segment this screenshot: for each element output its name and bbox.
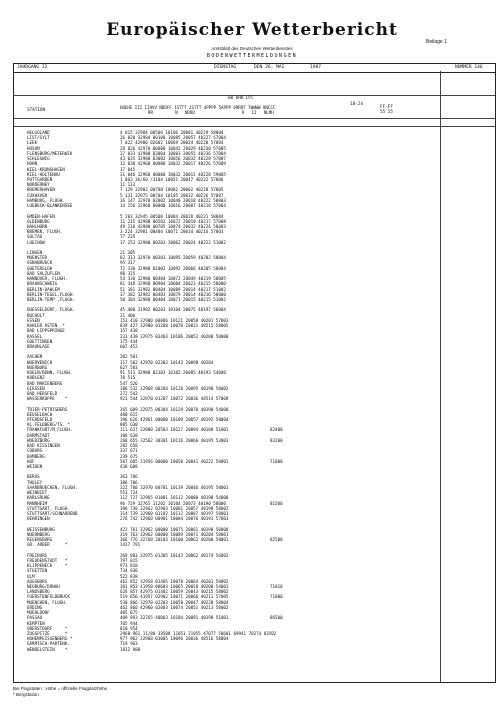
- station-data: 72 330 32980 01002 10092 20066 40205 58004: [120, 265, 226, 271]
- station-name: ULM: [27, 573, 35, 579]
- station-list: [27, 130, 487, 652]
- station-data: 265 609 32975 00304 10129 20070 40190 54000: [120, 406, 229, 412]
- station-name: BRAUNSCHWEIG: [27, 281, 58, 287]
- station-name: KLIPPENECK *: [27, 563, 68, 569]
- station-data: 405 875: [120, 610, 138, 616]
- station-name: ZUGSPITZE *: [27, 631, 68, 636]
- station-data: 1437 791: [120, 542, 141, 548]
- station-column-header: STATION: [27, 108, 46, 113]
- station-data: 77 235: [120, 234, 136, 240]
- station-name: DUESSELDORF, FLUGH.: [27, 307, 75, 313]
- station-data: 2960 961 11/80 33508 11051 21055 47077 58601 69941 70274 83502: [120, 631, 277, 636]
- station-name: HANNOVER, FLUGH.: [27, 276, 68, 282]
- station-name: KOELN/BONN, FLUGH.: [27, 370, 73, 376]
- station-name: SCHLESWIG: [27, 156, 50, 162]
- station-data: 805 630: [120, 422, 138, 428]
- station-data: 396 626 42961 00000 10109 20057 40192 58004: [120, 417, 229, 423]
- station-data: 734 836: [120, 568, 138, 574]
- station-data: 31 046 32960 00000 10032 20011 40228 59005: [120, 171, 226, 177]
- station-data: 12 038 42960 00000 10032 20017 40226 57009: [120, 161, 226, 167]
- station-name: OEHRINGEN: [27, 516, 50, 522]
- station-data: 337 671: [120, 448, 138, 454]
- station-name: MUENCHEN, FLUGH.: [27, 599, 68, 605]
- station-data: 202 501: [120, 354, 138, 360]
- station-name: FUERSTENFELDBRUCK: [27, 594, 70, 600]
- station-data: 627 503: [120, 364, 138, 370]
- station-data: 175 444: [120, 338, 138, 344]
- station-extra: 82500: [270, 537, 283, 543]
- station-name: EMDEN-HAFEN: [27, 213, 55, 219]
- station-data: 112 727 32965 01001 10112 20080 40198 54000: [120, 495, 229, 501]
- station-name: STOETTEN: [27, 568, 48, 574]
- station-extra: 86500: [270, 615, 283, 621]
- code-column-header: HOEHE III IIHVV NDDFF 1STTT 2STTT 4PPPP 5APPP 6RRRT 7WWWW 8NCCC: [120, 105, 276, 110]
- station-name: AACHEN: [27, 354, 43, 360]
- station-row: [27, 647, 487, 652]
- station-data: 4 015 32984 00506 10106 20081 40229 58004: [120, 130, 224, 135]
- station-data: 54 338 32980 00404 10072 20049 40219 58005: [120, 276, 226, 282]
- time-label: 00 UHR UTC: [228, 96, 254, 101]
- station-name: BERLIN-DAHLEM: [27, 286, 60, 292]
- station-name: WENDELSTEIN *: [27, 646, 68, 652]
- station-data: 422 761 32962 00000 10075 20061 40198 50000: [120, 526, 229, 532]
- station-name: BREMERHAVEN: [27, 187, 55, 193]
- station-name: BERLIN-TEMP.,FLUGH.: [27, 297, 75, 302]
- station-name: WEINBIET: [27, 490, 48, 496]
- station-name: WEISSENBURG: [27, 526, 55, 532]
- station-name: LINGEN: [27, 250, 43, 256]
- volume-label: JAHRGANG 12: [17, 65, 48, 70]
- station-extra: 71000: [270, 594, 283, 600]
- station-data: 26 020 32984 00108 10085 20057 40227 57004: [120, 135, 226, 141]
- station-data: 409 893 32765 40003 10104 20091 40198 51001: [120, 615, 229, 621]
- footnote: [13, 686, 107, 698]
- station-data: 268 655 32562 30301 10116 20066 40195 53003: [120, 437, 229, 443]
- station-data: 5 203 32945 00508 10084 20028 40221 58004: [120, 213, 224, 219]
- station-name: LUEBECK-BLANKENSEE: [27, 203, 73, 209]
- station-data: 70 515: [120, 375, 136, 381]
- station-name: GUETERSLOH: [27, 265, 53, 271]
- station-data: 21 406: [120, 312, 136, 318]
- station-name: OBERSTDORF *: [27, 625, 68, 631]
- code-column-header-sub: RR N NDDD R 12 NLMH: [148, 110, 274, 115]
- station-name: KEMPTEN: [27, 620, 45, 626]
- station-name: NEUBURG/DONAU: [27, 584, 60, 590]
- station-name: FLENSBURG/MEIERWIK: [27, 150, 73, 156]
- station-data: 43 035 32980 03002 10056 20032 40228 57007: [120, 156, 226, 162]
- station-data: 272 542: [120, 390, 138, 396]
- station-data: 396 738 32962 02903 10081 20057 40198 58002: [120, 505, 229, 511]
- station-data: 839 427 32980 01208 10070 20031 48515 58005: [120, 323, 229, 329]
- station-name: DEUSELBACH: [27, 411, 53, 417]
- station-data: 921 544 32970 01207 10072 20036 48514 57008: [120, 396, 229, 402]
- station-data: 462 860 42960 02003 10074 20051 40213 58002: [120, 604, 229, 610]
- header-divider: [13, 118, 495, 119]
- station-name: LANDSBERG: [27, 589, 50, 595]
- station-name: THOLEY: [27, 479, 43, 485]
- station-name: HOHN: [27, 161, 38, 167]
- station-data: 977 962 32968 01005 10096 20036 48516 58004: [120, 636, 229, 642]
- station-name: KAHLER ASTEN *: [27, 323, 65, 329]
- station-name: NORDERNEY: [27, 182, 50, 188]
- station-name: SAARBRUECKEN, FLUGH.: [27, 484, 78, 490]
- station-data: 111 637 32880 20503 10127 20094 40188 51001: [120, 427, 229, 433]
- station-name: LEEK: [27, 140, 38, 146]
- station-data: 45 400 31982 00203 10104 20075 40197 56004: [120, 307, 226, 313]
- document-subtitle: Amtsblatt des Deutschen Wetterdienstes: [211, 46, 293, 51]
- station-data: 16 147 32970 02002 10048 20018 40222 58003: [120, 197, 226, 203]
- station-data: 98 325: [120, 270, 136, 276]
- station-data: 81 348 32980 00904 10084 20023 40215 50000: [120, 281, 226, 287]
- station-data: 567 685 31956 00000 10050 20041 40222 58001: [120, 458, 229, 464]
- station-data: 50 384 32980 00404 10071 20015 40215 51002: [120, 297, 226, 302]
- station-name: BERLIN-TEGEL,FLUGH.: [27, 291, 75, 297]
- date-label: DEN 26. MAI: [254, 65, 285, 70]
- station-name: GR. ARBER *: [27, 542, 68, 548]
- station-data: 276 742 32960 00901 10084 20076 40191 57003: [120, 516, 229, 522]
- station-name: KARLSRUHE: [27, 495, 50, 501]
- station-data: 37 382 32982 00403 10079 20014 40216 50000: [120, 291, 226, 297]
- station-data: 239 675: [120, 453, 138, 459]
- section-title: BODENWETTERMELDUNGEN: [206, 53, 298, 59]
- supplement-label: Beilage 1: [426, 39, 447, 45]
- station-data: 27 033 42980 03004 10083 20055 40236 57004: [120, 150, 226, 156]
- station-name: KIEL-KRONSHAGEN: [27, 166, 65, 172]
- station-name: OSNABRUECK: [27, 260, 53, 266]
- station-name: STUTTGART, FLUGH.: [27, 505, 70, 511]
- station-data: 14 156 32960 00000 10016 20007 40218 57004: [120, 203, 226, 209]
- station-name: REGENSBURG: [27, 537, 53, 543]
- issue-number: NUMMER 146: [455, 65, 483, 70]
- station-data: 51 381 32982 00404 10089 20014 40217 51002: [120, 286, 226, 292]
- station-data: 11 113: [120, 182, 136, 188]
- station-name: KL.FELDBERG/TS. *: [27, 422, 70, 428]
- station-data: 363 706: [120, 474, 138, 480]
- station-data: 1832 980: [120, 646, 141, 652]
- station-name: BAD HERSFELD: [27, 390, 58, 396]
- station-name: LIST/SYLT: [27, 135, 50, 141]
- document-title: Europäischer Wetterbericht: [106, 20, 398, 40]
- station-name: SOLTAU: [27, 234, 43, 240]
- station-data: 91 513 32980 02103 10102 20085 40193 54000: [120, 370, 226, 376]
- station-data: 152 410 32980 00806 10121 20058 40201 57003: [120, 317, 229, 323]
- right-code-header: FF-FF: [380, 105, 393, 110]
- header-divider: [13, 95, 495, 96]
- time-range-label: 18-24: [350, 102, 363, 107]
- station-name: BAD MARIENBERG: [27, 380, 63, 386]
- station-name: GOETTINGEN: [27, 338, 53, 344]
- station-name: OLDENBURG: [27, 218, 50, 224]
- station-name: ERDING: [27, 604, 43, 610]
- station-data: 319 763 32962 00000 10089 20071 40204 58001: [120, 531, 229, 537]
- station-name: BAMBERG: [27, 453, 45, 459]
- station-data: 62 313 32970 00303 10095 20059 40202 58004: [120, 255, 226, 261]
- station-name: GIESSEN: [27, 385, 45, 391]
- station-name: KIEL-HOLTENAU: [27, 171, 60, 177]
- station-name: PUTTGARDEN: [27, 176, 53, 182]
- station-name: PASSAU: [27, 615, 43, 621]
- station-extra: 83200: [270, 437, 283, 443]
- station-data: 810 954: [120, 625, 138, 631]
- footnote-line: * Bergstation: [13, 692, 39, 697]
- station-data: 7 129 32982 00708 10082 20002 40220 57005: [120, 187, 224, 193]
- station-name: AUGSBURG: [27, 578, 48, 584]
- station-data: 231 438 32975 03403 10106 20052 40200 50000: [120, 333, 229, 339]
- station-name: BAD KISSINGEN: [27, 443, 60, 449]
- station-data: 519 856 41957 02902 10071 20066 40211 57005: [120, 594, 229, 600]
- station-data: 480 615: [120, 411, 138, 417]
- station-data: 438 688: [120, 464, 138, 469]
- station-data: 553 724: [120, 490, 138, 496]
- station-name: CUXHAVEN: [27, 192, 48, 198]
- header-divider: [13, 126, 495, 127]
- station-name: BAD LIPPSPRINGE: [27, 328, 65, 334]
- station-name: ESSEN: [27, 317, 40, 323]
- station-name: HOF: [27, 458, 35, 464]
- station-name: BERUS: [27, 474, 40, 480]
- station-data: 96 729 32765 11202 10104 20073 40190 50000: [120, 500, 226, 506]
- station-data: 381 853 41950 00603 10065 20058 40208 54001: [120, 584, 229, 590]
- footnote-line: Bei Flugstaten : Höhe = offizielle Flugplatzhöhe: [13, 686, 108, 691]
- station-data: 28 026 42970 00000 10042 20029 40230 57005: [120, 145, 226, 151]
- station-name: MUENSTER: [27, 255, 48, 261]
- station-name: WASSERKUPPE *: [27, 396, 68, 402]
- station-data: 21 305: [120, 250, 136, 256]
- station-data: 607 452: [120, 343, 138, 349]
- station-data: 282 658: [120, 443, 138, 449]
- station-data: 117 502 42970 02303 10143 20098 40204: [120, 359, 214, 365]
- weekday-label: DIENSTAG: [214, 65, 237, 70]
- station-name: HOHENPEISSENBERG *: [27, 636, 73, 642]
- station-data: 462 852 32958 01405 10078 20064 40201 58002: [120, 578, 229, 584]
- station-name: BOCHOLT: [27, 312, 45, 318]
- station-name: GARMISCH-PARTENK.: [27, 641, 70, 647]
- station-data: 108 638: [120, 432, 138, 438]
- station-data: 322 708 32970 00701 10139 20046 40195 58001: [120, 484, 229, 490]
- station-name: KASSEL: [27, 333, 43, 339]
- station-name: BRAUNLAGE: [27, 343, 50, 349]
- station-name: NUERBURG: [27, 364, 48, 370]
- station-data: 157 430: [120, 328, 138, 334]
- station-extra: 81500: [270, 500, 283, 506]
- station-data: 797 815: [120, 557, 138, 563]
- station-name: HAMBURG, FLUGH.: [27, 197, 65, 203]
- station-name: FRANKFURT/M,FLUGH.: [27, 427, 73, 433]
- station-data: 5 131 32975 00704 10105 20032 40226 57007: [120, 192, 224, 198]
- station-data: 17 045: [120, 166, 136, 172]
- station-name: STUTTGART/SCHNARRENB: [27, 510, 78, 516]
- station-name: FREIBURG: [27, 552, 48, 558]
- station-name: TRIER-PETRISBERG: [27, 406, 68, 412]
- station-data: 366 776 32760 20103 10100 20063 40200 58001: [120, 537, 229, 543]
- station-name: COBURG: [27, 448, 43, 454]
- station-data: 3 224 32981 00404 10071 20034 40216 57003: [120, 229, 224, 235]
- station-name: BREMEN, FLUGH.: [27, 229, 63, 235]
- station-name: WEIDEN: [27, 464, 43, 469]
- station-name: KOBLENZ: [27, 375, 45, 381]
- station-extra: 82400: [270, 427, 283, 433]
- station-name: FREUDENSTADT *: [27, 557, 68, 563]
- station-data: 11 215 42980 00502 10072 20010 40217 57008: [120, 218, 226, 224]
- station-data: 522 838: [120, 573, 138, 579]
- station-name: DARMSTADT: [27, 432, 50, 438]
- station-name: HUSUM: [27, 145, 40, 151]
- station-data: 269 803 32975 01305 10143 20062 40174 56002: [120, 552, 229, 558]
- station-data: 7 022 42980 02602 10069 20024 40228 57004: [120, 140, 224, 146]
- station-name: WUERZBURG: [27, 437, 50, 443]
- station-data: 530 866 32970 02203 10058 20047 40220 58004: [120, 599, 229, 605]
- station-name: MANNHEIM: [27, 500, 48, 506]
- year-label: 1987: [310, 65, 322, 70]
- station-name: MUEHLDORF: [27, 610, 50, 616]
- station-data: 386 706: [120, 479, 138, 485]
- station-data: 547 526: [120, 380, 138, 386]
- station-data: 314 739 32960 01102 10112 20087 40197 58001: [120, 510, 229, 516]
- station-data: 186 532 32968 00204 10128 20095 40190 50002: [120, 385, 229, 391]
- station-data: 1 063 36/60 /3104 10051 20047 40222 57006: [120, 176, 224, 182]
- station-data: 705 944: [120, 620, 138, 626]
- station-name: NOERVENICH: [27, 359, 53, 365]
- station-data: 719 963: [120, 641, 138, 647]
- station-name: BAD SALZUFLEN: [27, 270, 60, 276]
- station-data: 17 253 32980 00201 10062 20024 40222 51002: [120, 239, 226, 245]
- station-data: 628 857 42975 01402 10059 20043 40215 58002: [120, 589, 229, 595]
- right-code-header-sub: 55 55: [380, 110, 393, 115]
- station-extra: 71000: [270, 458, 283, 464]
- station-data: 95 317: [120, 260, 136, 266]
- station-name: HELGOLAND: [27, 130, 50, 135]
- station-data: 49 218 42980 00705 10074 20032 40224 58003: [120, 223, 226, 229]
- station-name: LUECHOW: [27, 239, 45, 245]
- station-extra: 71010: [270, 584, 283, 590]
- station-name: NUERNBERG: [27, 531, 50, 537]
- station-name: HAHLHORN: [27, 223, 48, 229]
- station-data: 973 818: [120, 563, 138, 569]
- station-name: PFERDSFELD: [27, 417, 53, 423]
